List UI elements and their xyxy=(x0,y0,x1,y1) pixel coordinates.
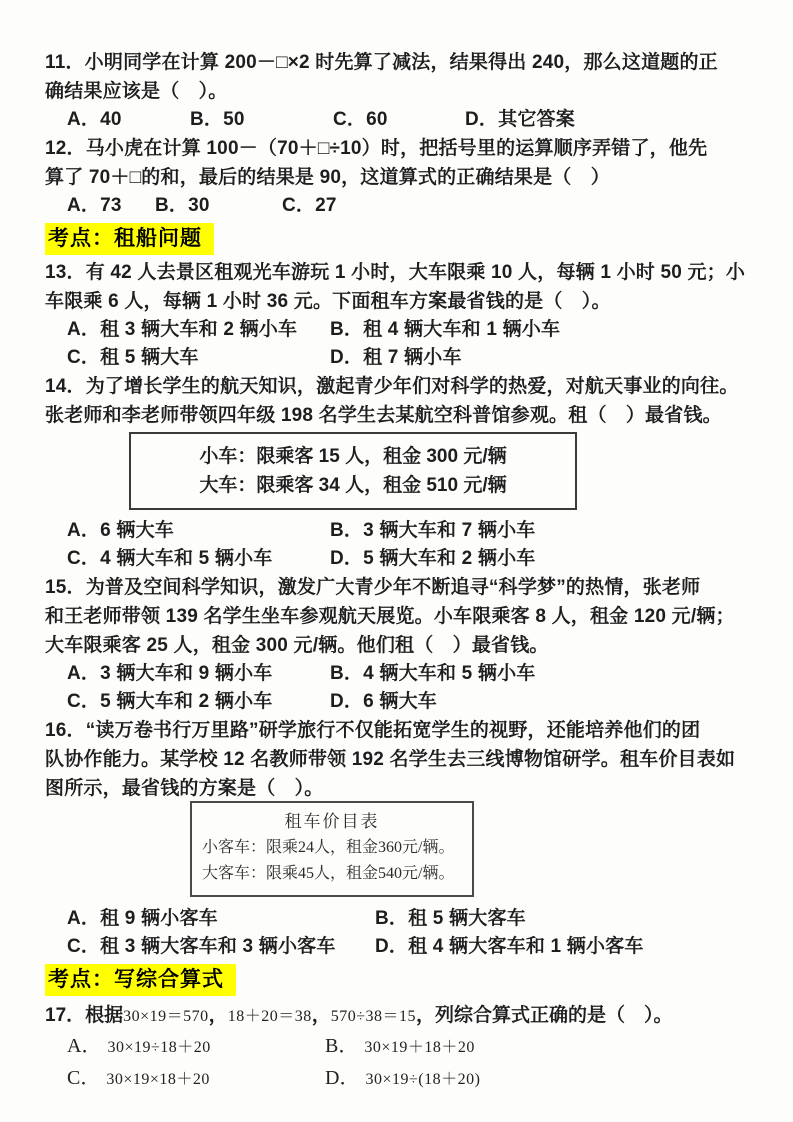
question-14-options-cd xyxy=(0,545,793,573)
q17-option-c-label: C． xyxy=(67,1067,101,1089)
q17-option-a-expression: 30×19÷18＋20 xyxy=(107,1039,211,1056)
q17-option-c xyxy=(67,1063,325,1095)
question-13-options-ab xyxy=(0,316,793,344)
question-15-options-ab xyxy=(0,660,793,688)
q17-option-d-label: D． xyxy=(325,1067,360,1089)
q16-price-big-bus: 大客车：限乘45人，租金540元/辆。 xyxy=(202,865,455,882)
q17-separator: ， xyxy=(311,1005,331,1026)
question-15-options-cd xyxy=(0,688,793,716)
question-11-line-2: 确结果应该是（ ）。 xyxy=(45,81,228,102)
q14-option-b: B．3 辆大车和 7 辆小车 xyxy=(330,520,536,541)
q11-option-d: D．其它答案 xyxy=(465,109,575,130)
q16-price-small-bus: 小客车：限乘24人，租金360元/辆。 xyxy=(202,839,455,856)
q17-equation-2: 18＋20＝38 xyxy=(227,1008,312,1025)
topic-highlight: 考点：租船问题 xyxy=(45,223,214,255)
q17-option-a-label: A． xyxy=(67,1035,102,1057)
q15-option-d: D．6 辆大车 xyxy=(330,691,437,712)
question-16-line-3: 图所示，最省钱的方案是（ ）。 xyxy=(45,778,324,799)
q16-price-table-title: 租车价目表 xyxy=(284,812,380,831)
question-14-options-ab xyxy=(0,517,793,545)
q15-option-c: C．5 辆大车和 2 辆小车 xyxy=(67,691,273,712)
q17-option-b xyxy=(325,1031,475,1063)
q17-separator: ， xyxy=(208,1005,228,1026)
question-12-line-1: 12．马小虎在计算 100－（70＋□÷10）时，把括号里的运算顺序弄错了，他先 xyxy=(45,138,708,159)
q11-option-b: B．50 xyxy=(190,109,245,130)
q15-option-b: B．4 辆大车和 5 辆小车 xyxy=(330,663,536,684)
question-15-line-2: 和王老师带领 139 名学生坐车参观航天展览。小车限乘客 8 人，租金 120 元/辆； xyxy=(45,606,735,627)
q17-option-b-expression: 30×19＋18＋20 xyxy=(364,1039,475,1056)
q14-price-big-car: 大车：限乘客 34 人，租金 510 元/辆 xyxy=(199,475,507,496)
q13-option-b: B．租 4 辆大车和 1 辆小车 xyxy=(330,319,561,340)
question-16-options-cd xyxy=(0,933,793,961)
question-12-line-2: 算了 70＋□的和，最后的结果是 90，这道算式的正确结果是（ ） xyxy=(45,167,610,188)
q12-option-c: C．27 xyxy=(282,195,337,216)
question-17-options-cd xyxy=(0,1063,793,1095)
question-11-line-1: 11．小明同学在计算 200－□×2 时先算了减法，结果得出 240，那么这道题的正 xyxy=(45,52,718,73)
q13-option-c: C．租 5 辆大车 xyxy=(67,347,199,368)
question-16-line-1: 16．“读万卷书行万里路”研学旅行不仅能拓宽学生的视野，还能培养他们的团 xyxy=(45,720,701,741)
q12-option-b: B．30 xyxy=(155,195,210,216)
question-16-line-2: 队协作能力。某学校 12 名教师带领 192 名学生去三线博物馆研学。租车价目表如 xyxy=(45,749,736,770)
question-15-line-1: 15．为普及空间科学知识，激发广大青少年不断追寻“科学梦”的热情，张老师 xyxy=(45,577,701,598)
topic-header-compound-expression xyxy=(45,964,793,996)
q11-option-c: C．60 xyxy=(333,109,388,130)
q16-option-a: A．租 9 辆小客车 xyxy=(67,908,218,929)
q14-option-d: D．5 辆大车和 2 辆小车 xyxy=(330,548,536,569)
question-17-stem xyxy=(0,1001,793,1031)
q16-option-d: D．租 4 辆大客车和 1 辆小客车 xyxy=(375,936,644,957)
q17-stem-suffix: ，列综合算式正确的是（ ）。 xyxy=(416,1005,673,1026)
q17-equation-1: 30×19＝570 xyxy=(123,1008,209,1025)
q11-option-a: A．40 xyxy=(67,109,122,130)
question-11-options xyxy=(0,106,793,134)
q14-option-a: A．6 辆大车 xyxy=(67,520,174,541)
q12-option-a: A．73 xyxy=(67,195,122,216)
q17-stem-prefix: 17．根据 xyxy=(45,1005,124,1026)
question-15-line-3: 大车限乘客 25 人，租金 300 元/辆。他们租（ ）最省钱。 xyxy=(45,635,549,656)
q16-price-table xyxy=(190,801,474,897)
question-16-options-ab xyxy=(0,905,793,933)
q16-option-c: C．租 3 辆大客车和 3 辆小客车 xyxy=(67,936,336,957)
q17-equation-3: 570÷38＝15 xyxy=(330,1008,417,1025)
q14-price-small-car: 小车：限乘客 15 人，租金 300 元/辆 xyxy=(199,446,507,467)
q13-option-a: A．租 3 辆大车和 2 辆小车 xyxy=(67,319,298,340)
topic-highlight: 考点：写综合算式 xyxy=(45,964,236,996)
q16-option-b: B．租 5 辆大客车 xyxy=(375,908,526,929)
q17-option-b-label: B． xyxy=(325,1035,359,1057)
question-13-line-2: 车限乘 6 人，每辆 1 小时 36 元。下面租车方案最省钱的是（ ）。 xyxy=(45,291,611,312)
q17-option-d xyxy=(325,1063,480,1095)
question-17-options-ab xyxy=(0,1031,793,1063)
q17-option-a xyxy=(67,1031,325,1063)
question-14-line-2: 张老师和李老师带领四年级 198 名学生去某航空科普馆参观。租（ ）最省钱。 xyxy=(45,405,722,426)
q17-option-d-expression: 30×19÷(18＋20) xyxy=(365,1071,481,1088)
question-13-options-cd xyxy=(0,344,793,372)
q13-option-d: D．租 7 辆小车 xyxy=(330,347,462,368)
topic-header-boat-rental xyxy=(45,223,793,255)
question-14-line-1: 14．为了增长学生的航天知识，激起青少年们对科学的热爱，对航天事业的向往。 xyxy=(45,376,739,397)
q15-option-a: A．3 辆大车和 9 辆小车 xyxy=(67,663,273,684)
question-13-line-1: 13．有 42 人去景区租观光车游玩 1 小时，大车限乘 10 人，每辆 1 小时 50 元；小 xyxy=(45,262,746,283)
question-12-options xyxy=(0,192,793,220)
q14-option-c: C．4 辆大车和 5 辆小车 xyxy=(67,548,273,569)
q14-price-table xyxy=(129,432,577,510)
q17-option-c-expression: 30×19×18＋20 xyxy=(106,1071,210,1088)
